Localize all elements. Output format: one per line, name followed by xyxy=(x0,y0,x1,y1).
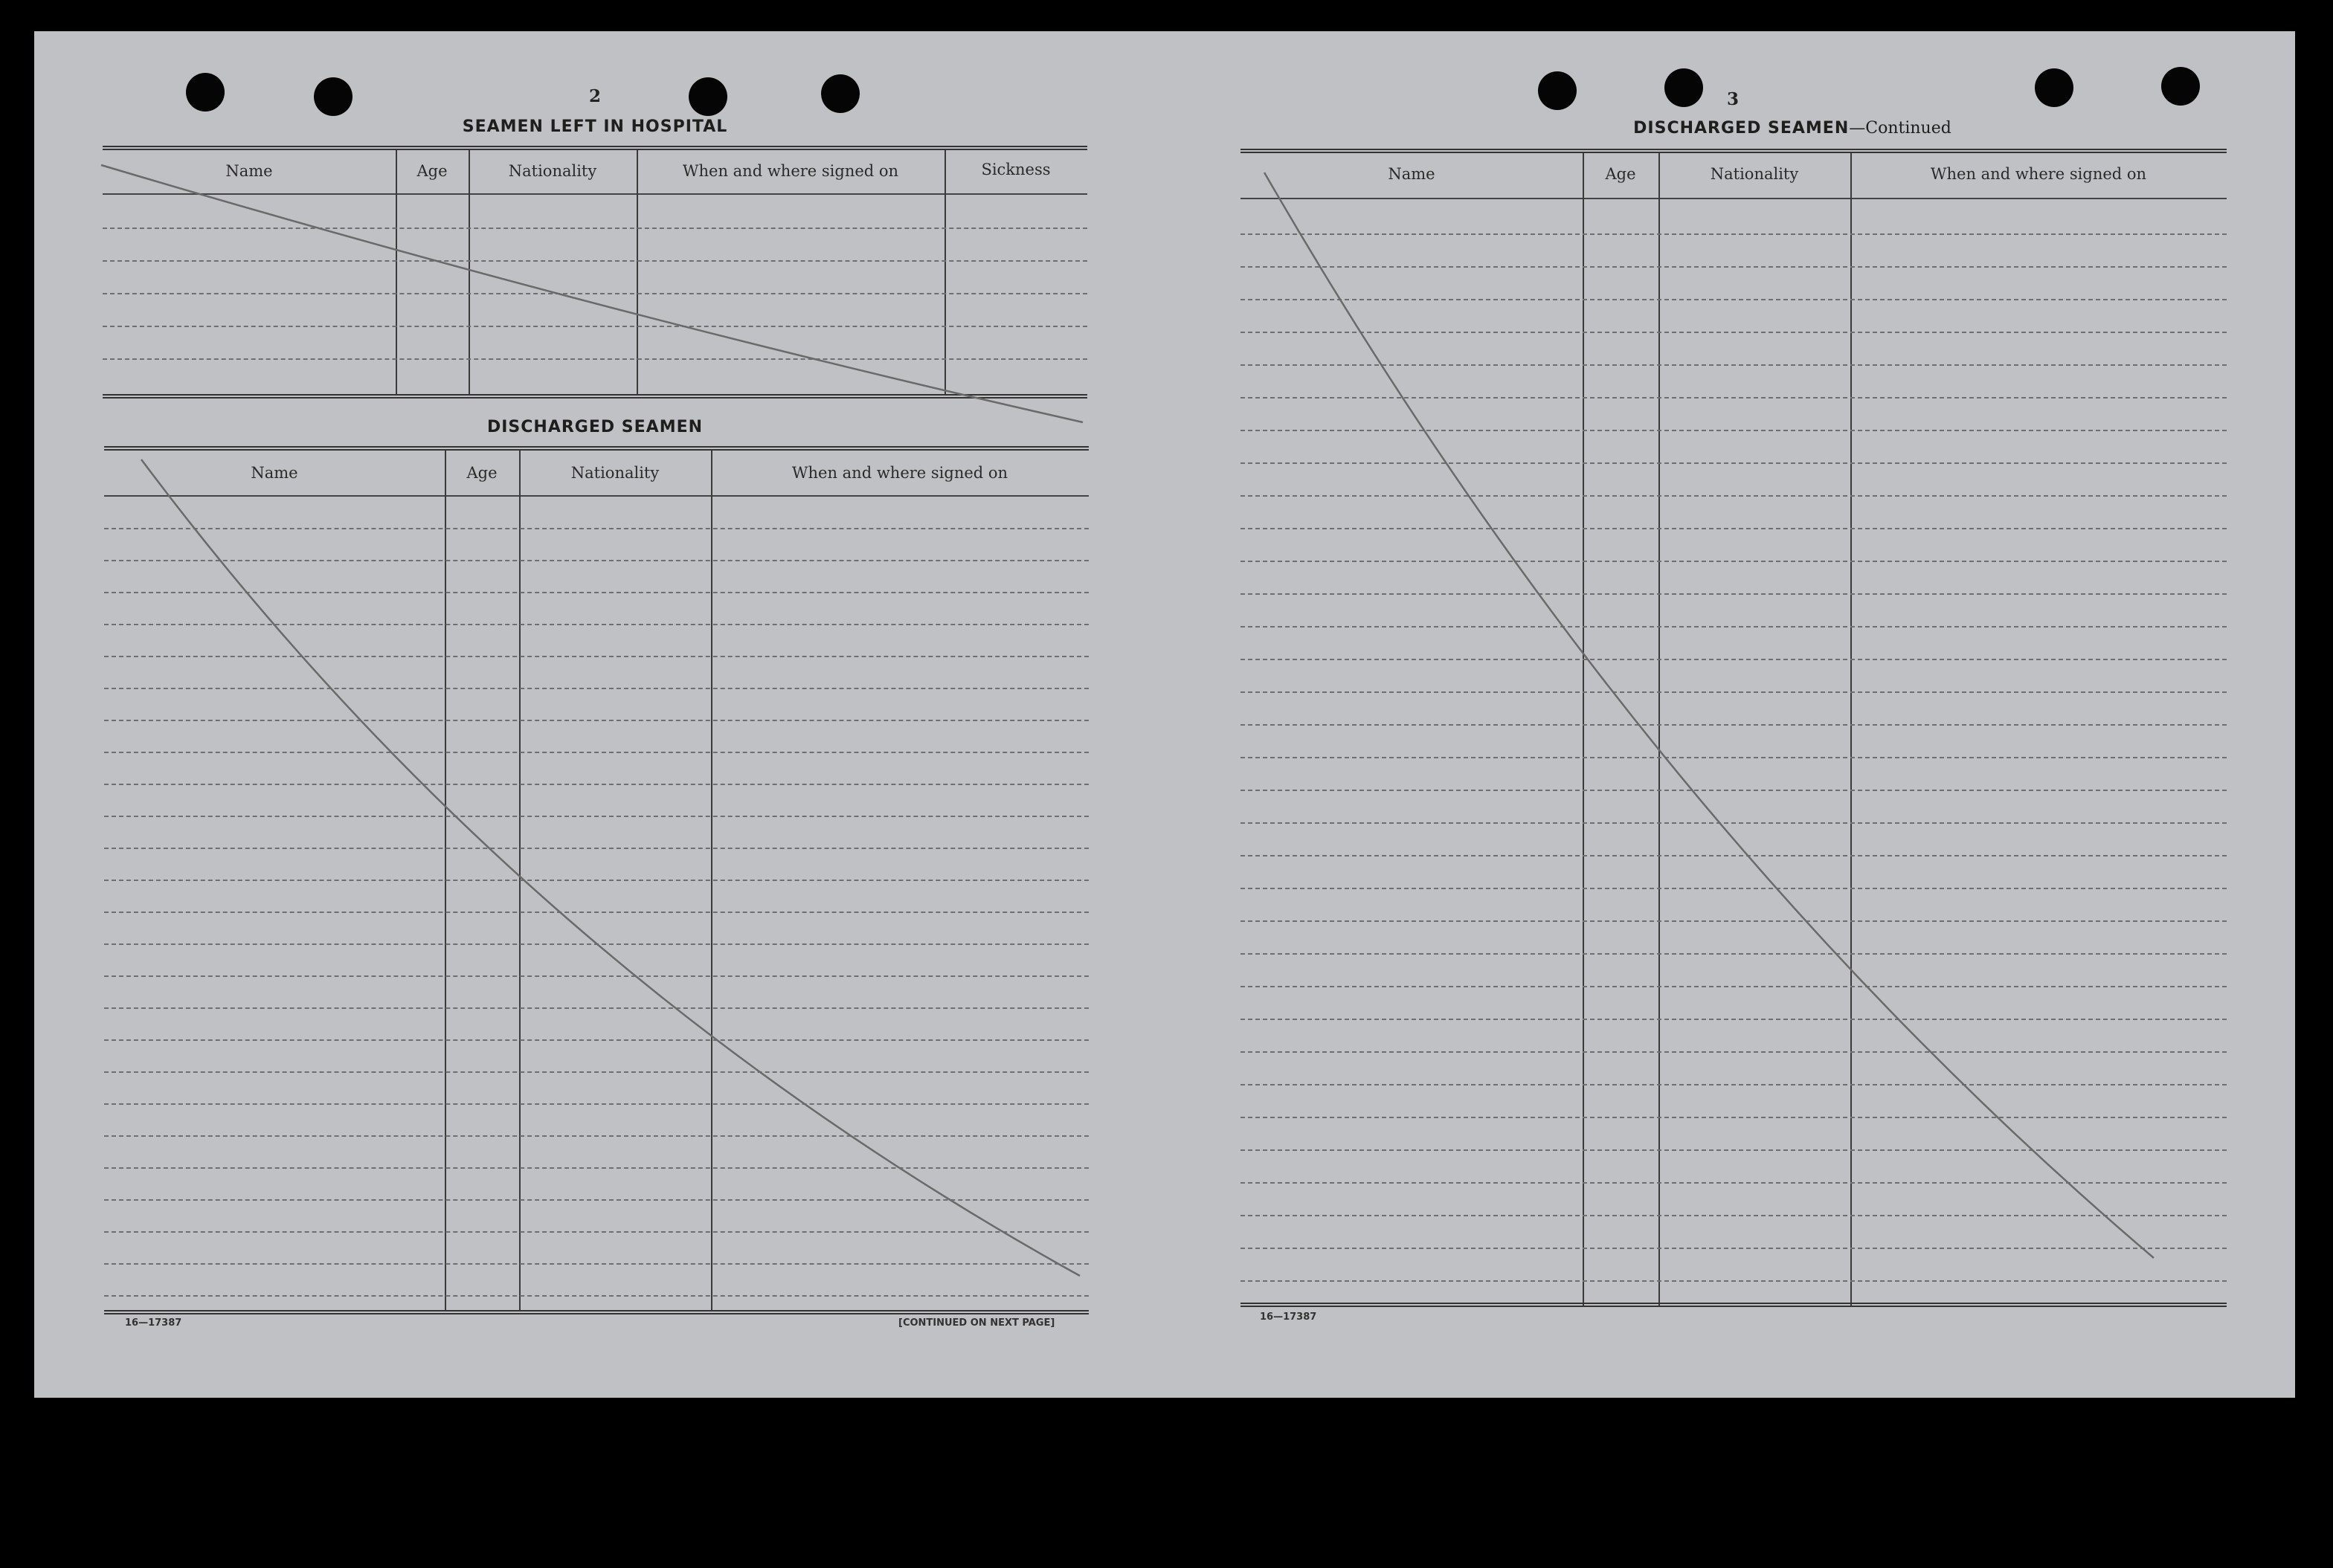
strike-line-hospital xyxy=(101,165,1083,422)
discharged-col-signed-on: When and where signed on xyxy=(791,464,1008,482)
hospital-col-age: Age xyxy=(416,162,448,180)
discharged-continued-title-main: DISCHARGED SEAMEN xyxy=(1633,119,1850,138)
discharged-col-name: Name xyxy=(251,464,298,482)
right-col-nationality: Nationality xyxy=(1710,165,1799,183)
form-number-right: 16—17387 xyxy=(1260,1311,1317,1323)
right-col-name: Name xyxy=(1388,165,1435,183)
right-col-signed-on: When and where signed on xyxy=(1930,165,2147,183)
hospital-col-name: Name xyxy=(225,162,273,180)
right-col-age: Age xyxy=(1605,165,1636,183)
continued-note: [CONTINUED ON NEXT PAGE] xyxy=(898,1317,1055,1329)
page-number-right: 3 xyxy=(1726,89,1739,109)
strike-line-discharged-right xyxy=(1264,172,2154,1258)
discharged-continued-suffix: —Continued xyxy=(1849,119,1951,138)
hospital-col-sickness: Sickness xyxy=(981,161,1051,178)
page-number-left: 2 xyxy=(588,86,601,106)
discharged-col-age: Age xyxy=(466,464,498,482)
form-number-left: 16—17387 xyxy=(125,1317,182,1329)
hospital-col-nationality: Nationality xyxy=(508,162,597,180)
hospital-col-signed-on: When and where signed on xyxy=(682,162,899,180)
strike-line-discharged-left xyxy=(141,459,1080,1276)
hospital-section-title: SEAMEN LEFT IN HOSPITAL xyxy=(462,117,728,136)
discharged-section-title: DISCHARGED SEAMEN xyxy=(486,418,704,436)
discharged-col-nationality: Nationality xyxy=(570,464,660,482)
